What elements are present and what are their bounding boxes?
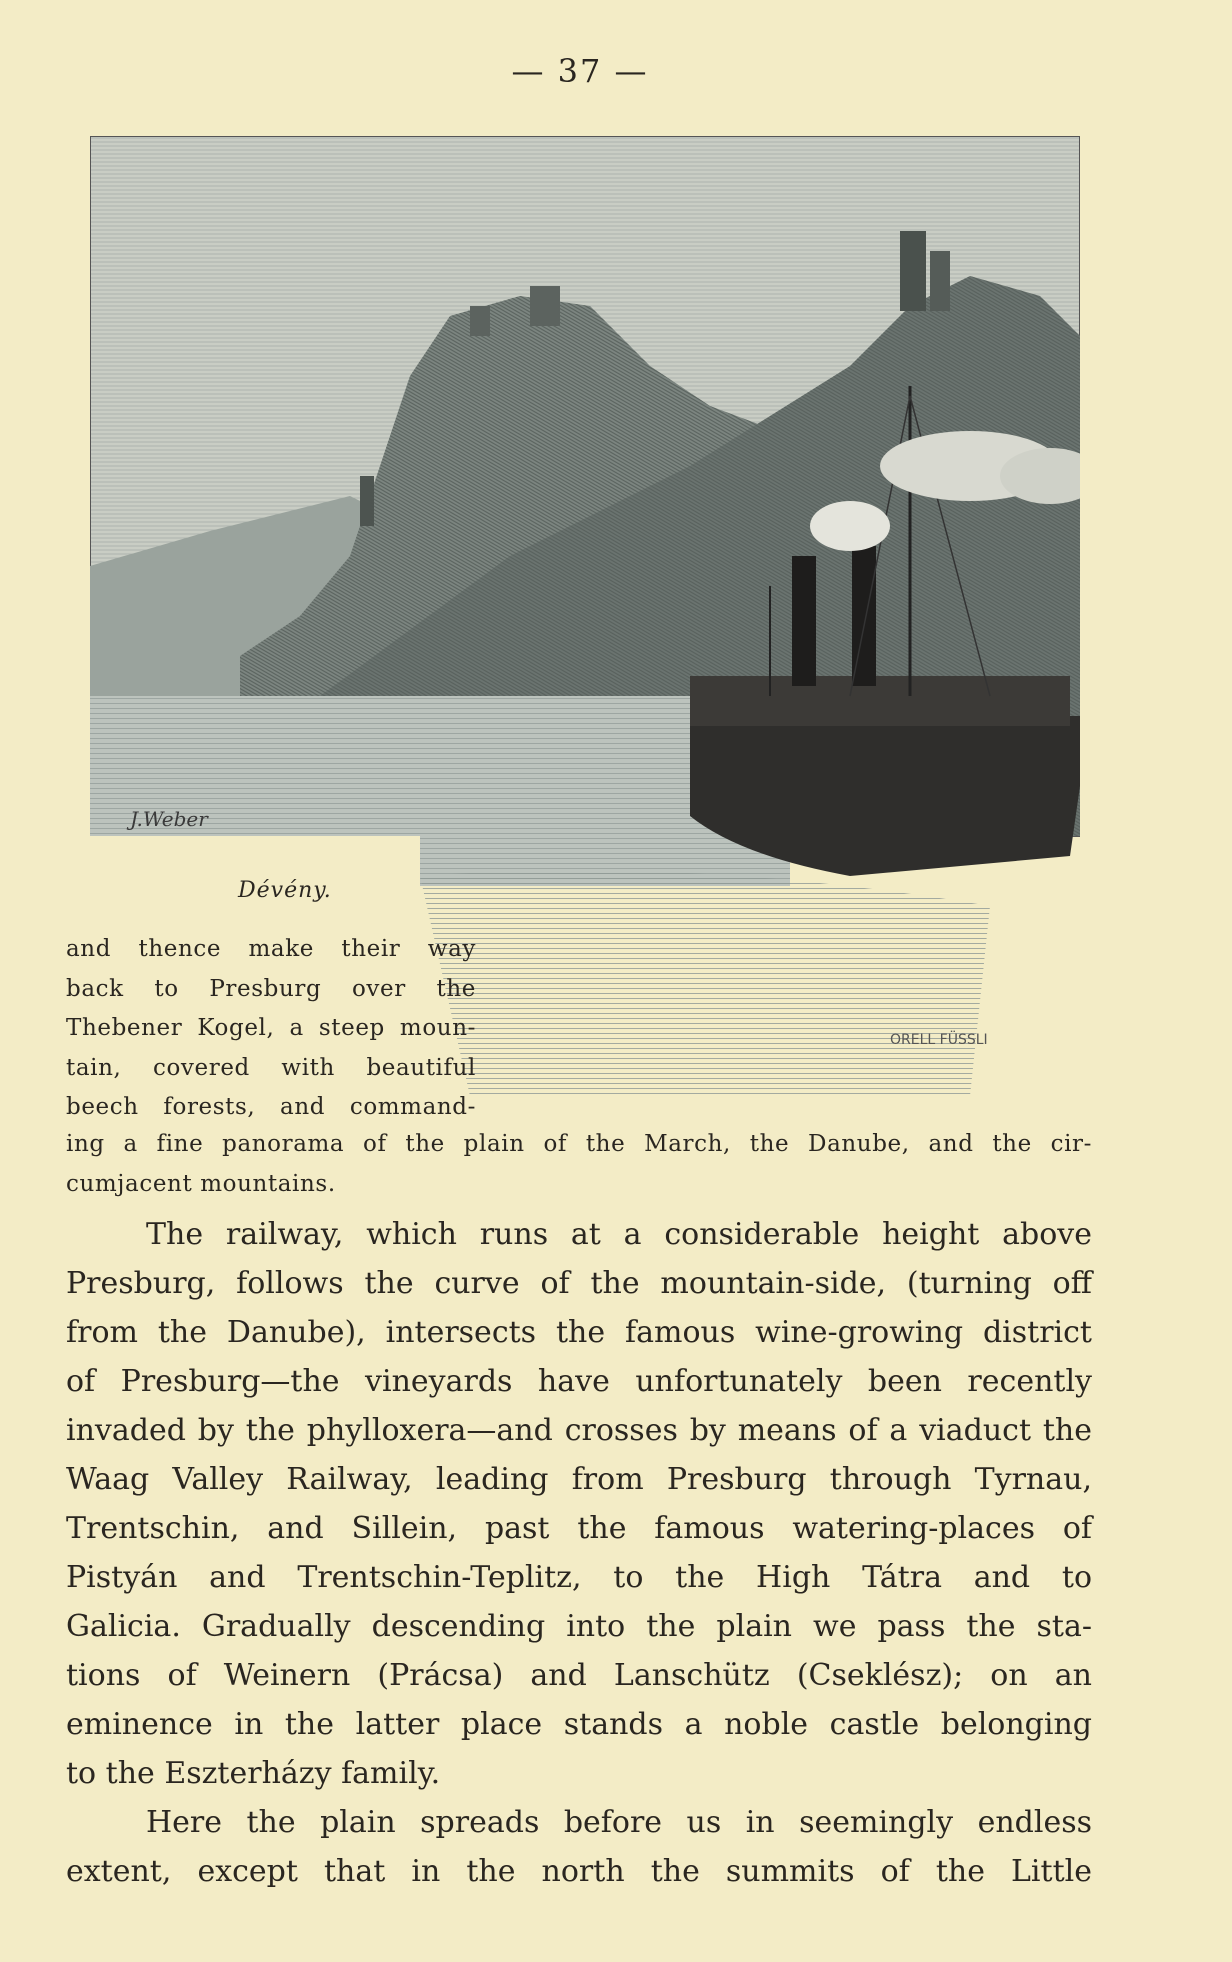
paragraph-line: Trentschin, and Sillein, past the famous watering-places of xyxy=(66,1511,1092,1546)
narrow-text-block xyxy=(66,930,476,1128)
figure-caption: Dévény. xyxy=(238,878,332,903)
water-reflection xyxy=(420,870,990,1096)
paragraph-line: The railway, which runs at a considerable height above xyxy=(146,1217,1092,1252)
text-line: cumjacent mountains. xyxy=(66,1170,336,1197)
text-line: back to Presburg over the xyxy=(66,975,476,1002)
paragraph-line: Waag Valley Railway, leading from Presburg through Tyrnau, xyxy=(66,1462,1092,1497)
paragraph-line: of Presburg—the vineyards have unfortunately been recently xyxy=(66,1364,1092,1399)
paragraph-line: invaded by the phylloxera—and crosses by means of a viaduct the xyxy=(66,1413,1092,1448)
smoke xyxy=(810,501,890,551)
body-text xyxy=(66,1210,1092,1896)
paragraph-line: tions of Weinern (Prácsa) and Lanschütz (Cseklész); on an xyxy=(66,1658,1092,1693)
paragraph-line: from the Danube), intersects the famous wine-growing district xyxy=(66,1315,1092,1350)
signature-right: ORELL FÜSSLI xyxy=(890,1032,988,1048)
signature-left: J.Weber xyxy=(130,807,208,831)
text-line: beech forests, and command- xyxy=(66,1094,476,1120)
funnel xyxy=(792,556,816,686)
text-line: and thence make their way xyxy=(66,936,476,962)
paragraph-line: to the Eszterházy family. xyxy=(66,1756,441,1791)
paragraph-line: Here the plain spreads before us in seemingly endless xyxy=(146,1805,1092,1840)
paragraph-line: Pistyán and Trentschin-Teplitz, to the High Tátra and to xyxy=(66,1560,1092,1595)
wide-text-block xyxy=(66,1125,1092,1204)
text-line: ing a fine panorama of the plain of the March, the Danube, and the cir- xyxy=(66,1131,1092,1157)
page-number: — 37 — xyxy=(511,52,649,90)
paragraph-line: eminence in the latter place stands a noble castle belonging xyxy=(66,1707,1092,1742)
paragraph-line: Galicia. Gradually descending into the plain we pass the sta- xyxy=(66,1609,1092,1644)
paragraph-line: Presburg, follows the curve of the mountain-side, (turning off xyxy=(66,1266,1092,1301)
text-line: tain, covered with beautiful xyxy=(66,1054,476,1081)
paragraph-line: extent, except that in the north the summits of the Little xyxy=(66,1854,1092,1889)
text-line: Thebener Kogel, a steep moun- xyxy=(66,1015,476,1041)
ruin-tower xyxy=(900,231,926,311)
